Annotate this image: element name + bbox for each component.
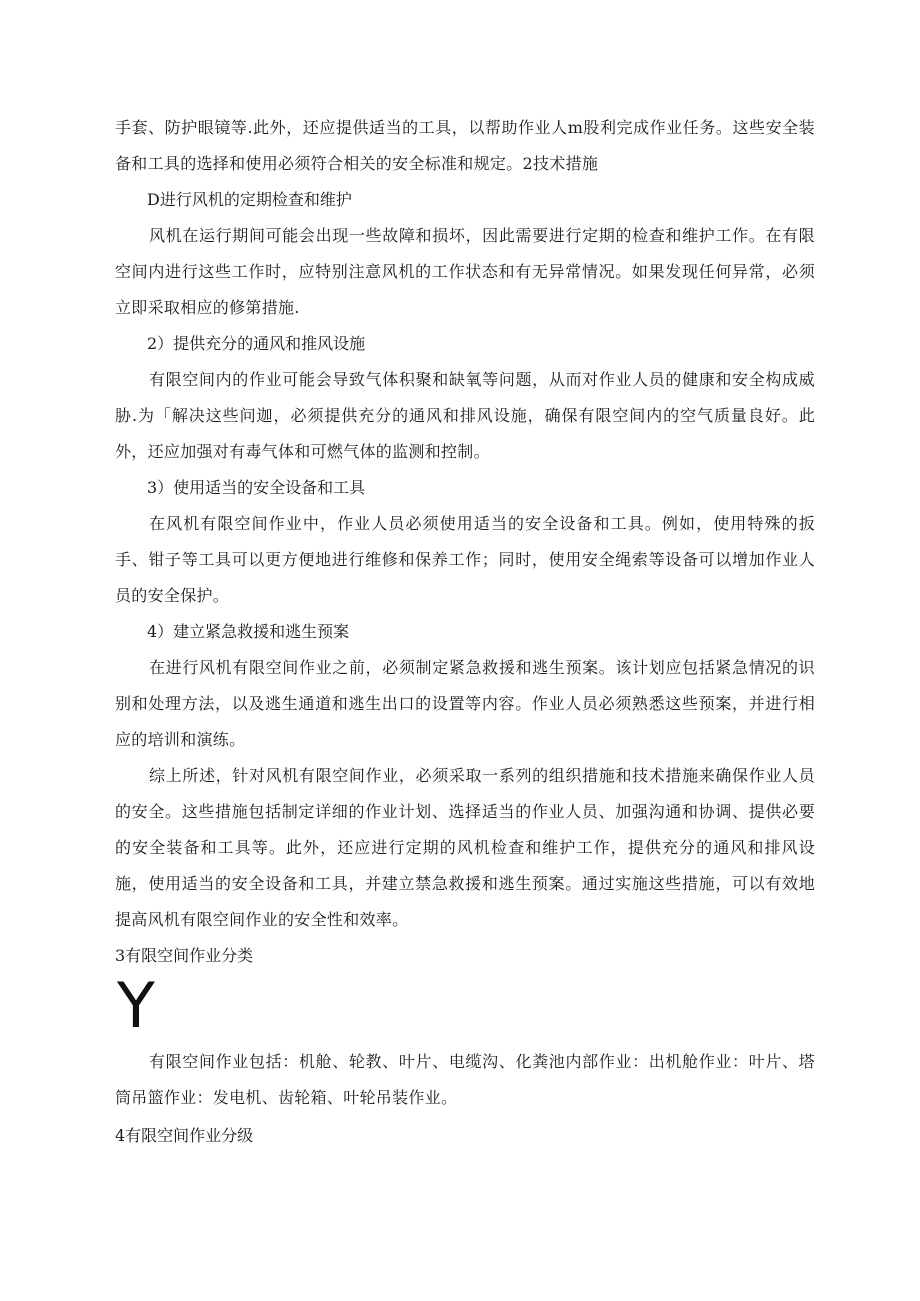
item3-paragraph: 在风机有限空间作业中，作业人员必须使用适当的安全设备和工具。例如，使用特殊的扳手、钳子等工具可以更方便地进行维修和保养工作；同时，使用安全绳索等设备可以增加作业人员的安全保护。 [115, 514, 815, 605]
section3-heading: 3有限空间作业分类 [115, 946, 254, 965]
item2-paragraph: 有限空间内的作业可能会导致气体积聚和缺氧等问题，从而对作业人员的健康和安全构成威胁.为「解决这些问迦，必须提供充分的通风和排风设施，确保有限空间内的空气质量良好。此外，还应加强对有毒气体和可燃气体的监测和控制。 [115, 370, 815, 461]
item1-heading: D进行风机的定期检查和维护 [147, 190, 352, 209]
item2-heading: 2）提供充分的通风和推风设施 [147, 334, 366, 353]
large-y-glyph: Y [117, 969, 155, 1042]
item3-heading: 3）使用适当的安全设备和工具 [147, 478, 366, 497]
paragraph-intro: 手套、防护眼镜等.此外，还应提供适当的工具，以帮助作业人m股利完成作业任务。这些安全装备和工具的选择和使用必须符合相关的安全标准和规定。2技术措施 [115, 118, 815, 173]
section4-heading: 4有限空间作业分级 [115, 1126, 254, 1145]
item4-paragraph: 在进行风机有限空间作业之前，必须制定紧急救援和逃生预案。该计划应包括紧急情况的识别和处理方法，以及逃生通道和逃生出口的设置等内容。作业人员必须熟悉这些预案，并进行相应的培训和演练。 [115, 658, 815, 749]
item1-paragraph: 风机在运行期间可能会出现一些故障和损坏，因此需要进行定期的检查和维护工作。在有限空间内进行这些工作时，应特别注意风机的工作状态和有无异常情况。如果发现任何异常，必须立即采取相应的修第措施. [115, 226, 815, 317]
section3-paragraph: 有限空间作业包括：机舱、轮教、叶片、电缆沟、化粪池内部作业：出机舱作业：叶片、塔筒吊篮作业：发电机、齿轮箱、叶轮吊装作业。 [115, 1052, 815, 1107]
summary-paragraph: 综上所述，针对风机有限空间作业，必须采取一系列的组织措施和技术措施来确保作业人员的安全。这些措施包括制定详细的作业计划、选择适当的作业人员、加强沟通和协调、提供必要的安全装备和工具等。此外，还应进行定期的风机检查和维护工作，提供充分的通风和排风设施，使用适当的安全设备和工具，并建立禁急救援和逃生预案。通过实施这些措施，可以有效地提高风机有限空间作业的安全性和效率。 [115, 766, 815, 929]
item4-heading: 4）建立紧急救援和逃生预案 [147, 622, 350, 641]
